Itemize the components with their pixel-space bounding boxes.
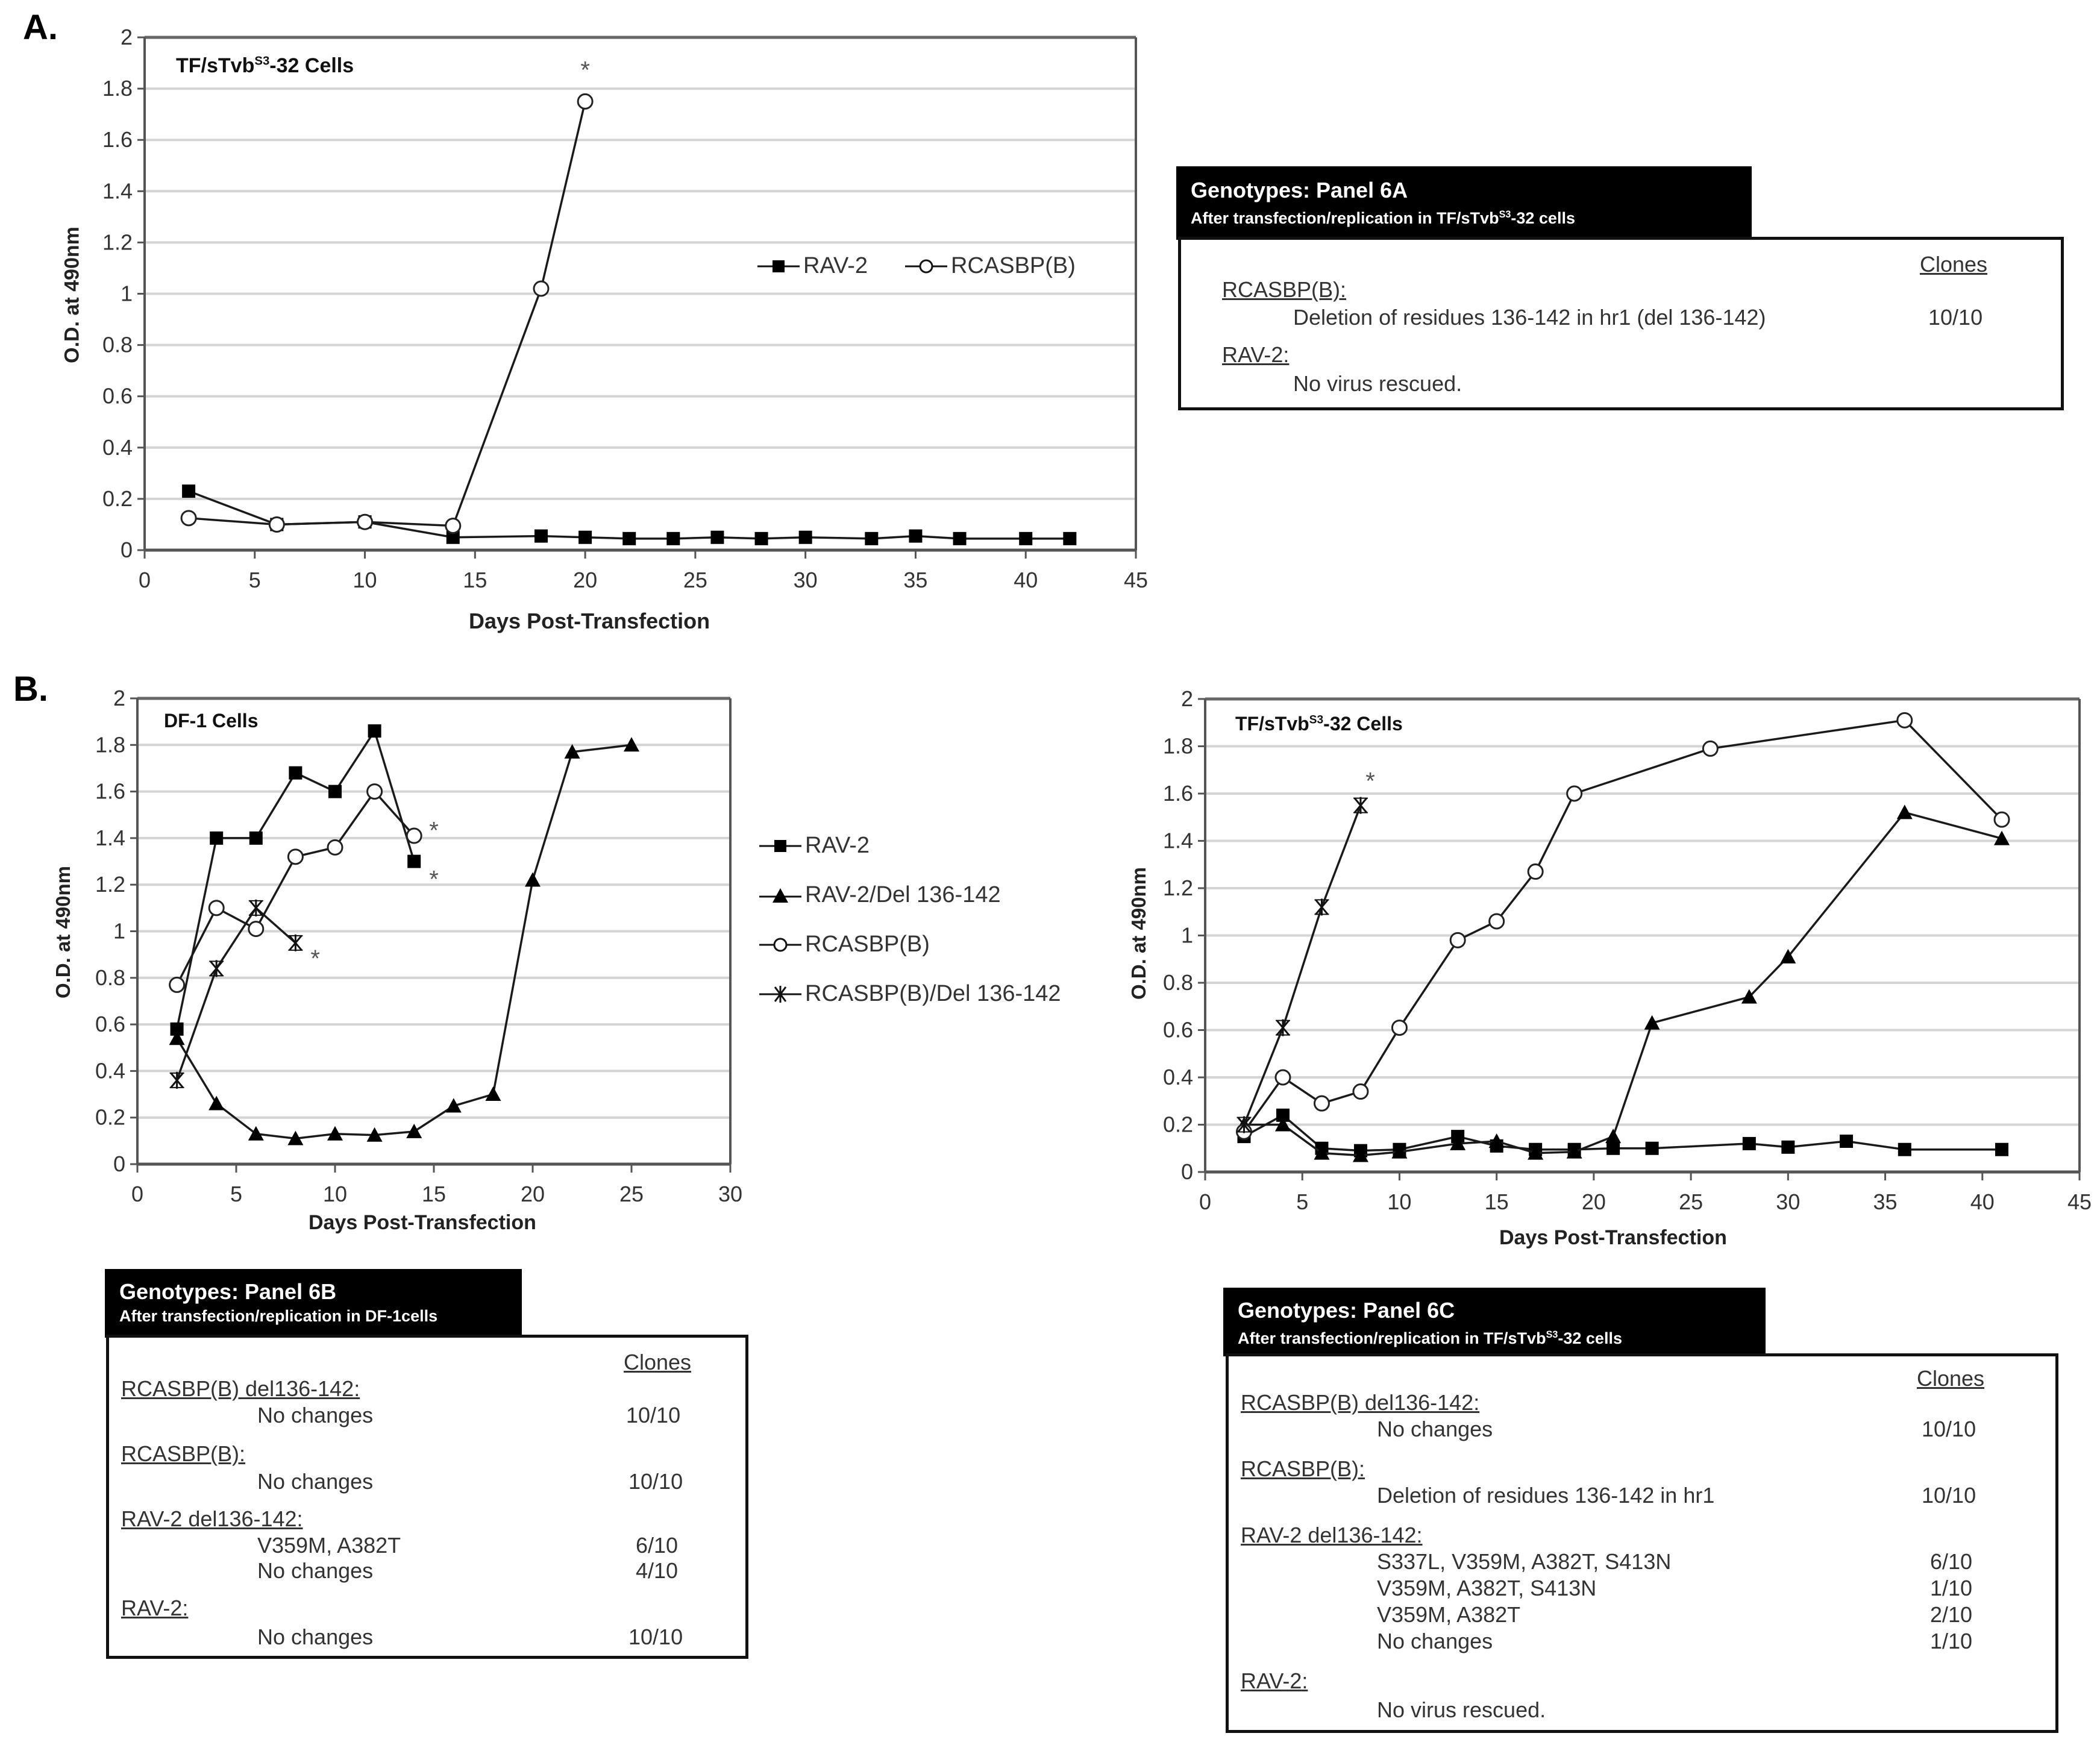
legend-item-rcasbp: RCASBP(B)	[904, 253, 1076, 279]
clones-header: Clones	[1917, 1366, 1985, 1391]
filled-square-marker-icon	[756, 254, 801, 278]
asterisk-marker-icon	[758, 982, 803, 1006]
filled-square-marker-icon	[328, 785, 342, 798]
filled-square-marker-icon	[210, 832, 223, 845]
genotype-change: S337L, V359M, A382T, S413N	[1377, 1549, 1672, 1574]
open-circle-marker-icon	[1995, 812, 2009, 827]
open-circle-marker-icon	[269, 517, 284, 531]
y-tick-label: 0	[1180, 1159, 1193, 1184]
x-tick-label: 20	[1581, 1189, 1606, 1214]
filled-square-marker-icon	[1019, 532, 1032, 545]
significance-asterisk: *	[429, 817, 439, 844]
clones-header: Clones	[624, 1350, 692, 1374]
group-label: RCASBP(B):	[121, 1441, 246, 1466]
x-tick-label: 25	[619, 1182, 644, 1206]
clone-count: 10/10	[626, 1403, 681, 1427]
x-tick-label: 45	[2067, 1189, 2092, 1214]
open-circle-marker-icon	[1567, 786, 1582, 801]
y-tick-label: 1	[113, 918, 125, 944]
clone-count: 10/10	[1922, 1417, 1976, 1441]
genotype-6c-title: Genotypes: Panel 6C	[1238, 1298, 1455, 1323]
open-circle-marker-icon	[1450, 933, 1465, 947]
group-label: RCASBP(B):	[1241, 1456, 1365, 1481]
series-rcasbp-b-	[1236, 713, 2009, 1139]
filled-square-marker-icon	[799, 531, 812, 544]
filled-square-marker-icon	[1063, 532, 1076, 545]
y-tick-label: 0.4	[95, 1058, 125, 1083]
chart-df1-cell-label: DF-1 Cells	[164, 710, 259, 732]
x-tick-label: 15	[1484, 1189, 1509, 1214]
genotype-change: No changes	[1377, 1417, 1493, 1441]
y-tick-label: 1.8	[1162, 733, 1193, 759]
significance-asterisk: *	[580, 57, 590, 84]
genotype-change: No changes	[257, 1469, 374, 1494]
filled-triangle-marker-icon	[208, 1096, 224, 1111]
group-label: RAV-2:	[1241, 1668, 1308, 1693]
open-circle-marker-icon	[209, 901, 224, 915]
y-tick-label: 1.2	[95, 872, 125, 897]
x-tick-label: 10	[1387, 1189, 1412, 1214]
filled-square-marker-icon	[710, 531, 724, 544]
clones-header: Clones	[1920, 252, 1988, 277]
chart-tf-ylabel: O.D. at 490nm	[1127, 866, 1150, 1000]
x-tick-label: 40	[1014, 568, 1038, 592]
asterisk-marker-icon	[1314, 898, 1329, 915]
genotype-change: V359M, A382T	[257, 1533, 401, 1558]
x-tick-label: 45	[1123, 568, 1149, 592]
filled-square-marker-icon	[758, 834, 803, 858]
legend-item-rav2-del: RAV-2/Del 136-142	[758, 882, 1001, 908]
filled-square-marker-icon	[953, 532, 967, 545]
open-circle-marker-icon	[1528, 865, 1543, 879]
genotype-change: No changes	[257, 1558, 374, 1583]
clone-count: 10/10	[628, 1625, 683, 1649]
legend-item-rcasbp: RCASBP(B)	[758, 932, 930, 957]
legend-item-rav2: RAV-2	[758, 833, 870, 859]
y-tick-label: 1.6	[1162, 781, 1193, 806]
genotype-change: No changes	[1377, 1629, 1493, 1653]
asterisk-marker-icon	[209, 960, 224, 977]
y-tick-label: 0.4	[102, 434, 133, 460]
x-tick-label: 0	[138, 568, 151, 592]
y-tick-label: 1.4	[1162, 828, 1193, 853]
x-tick-label: 20	[573, 568, 598, 592]
x-tick-label: 15	[421, 1182, 447, 1206]
genotype-change: No virus rescued.	[1293, 371, 1462, 396]
genotype-6c-table	[1226, 1353, 2058, 1733]
series-rav-2	[171, 724, 421, 1036]
x-tick-label: 30	[718, 1182, 743, 1206]
significance-asterisk: *	[310, 945, 320, 972]
chart-a-xlabel: Days Post-Transfection	[469, 609, 710, 633]
y-tick-label: 0.2	[95, 1104, 125, 1130]
chart-plot-2	[1163, 686, 2092, 1214]
x-tick-label: 35	[1873, 1189, 1898, 1214]
clone-count: 6/10	[636, 1533, 679, 1558]
group-label: RCASBP(B) del136-142:	[1241, 1390, 1480, 1415]
open-circle-marker-icon	[1898, 713, 1912, 727]
filled-square-marker-icon	[249, 832, 263, 845]
genotype-6a-header	[1176, 166, 1752, 240]
y-tick-label: 1.6	[95, 779, 125, 804]
open-circle-marker-icon	[758, 933, 803, 957]
clone-count: 10/10	[1928, 305, 1983, 330]
chart-df1-ylabel: O.D. at 490nm	[52, 865, 74, 999]
open-circle-marker-icon	[358, 515, 372, 529]
filled-square-marker-icon	[182, 484, 195, 498]
x-tick-label: 25	[683, 568, 707, 592]
filled-triangle-marker-icon	[1897, 804, 1913, 819]
clone-count: 10/10	[1922, 1483, 1976, 1508]
x-tick-label: 15	[463, 568, 487, 592]
y-tick-label: 0.4	[1162, 1065, 1193, 1089]
filled-triangle-marker-icon	[406, 1124, 422, 1138]
group-label: RAV-2:	[121, 1596, 189, 1620]
filled-square-marker-icon	[368, 724, 381, 738]
filled-square-marker-icon	[666, 532, 680, 545]
filled-square-marker-icon	[1898, 1143, 1911, 1156]
series-rcasbp-b-	[181, 94, 592, 533]
y-tick-label: 1	[120, 281, 133, 306]
open-circle-marker-icon	[904, 254, 948, 278]
x-tick-label: 5	[230, 1182, 243, 1206]
x-tick-label: 30	[793, 568, 818, 592]
genotype-6a-subtitle: After transfection/replication in TF/sTvb$^{S3}$-32 cells	[1191, 209, 1575, 227]
y-tick-label: 0.2	[102, 486, 133, 511]
open-circle-marker-icon	[288, 850, 302, 864]
filled-square-marker-icon	[909, 530, 922, 543]
y-tick-label: 2	[120, 25, 133, 49]
significance-asterisk: *	[429, 866, 439, 893]
asterisk-marker-icon	[1276, 1020, 1290, 1036]
open-circle-marker-icon	[368, 785, 382, 799]
genotype-6b-title: Genotypes: Panel 6B	[119, 1279, 337, 1304]
filled-triangle-marker-icon	[1605, 1129, 1621, 1143]
asterisk-marker-icon	[288, 935, 302, 951]
filled-square-marker-icon	[289, 766, 302, 780]
genotype-6a-title: Genotypes: Panel 6A	[1191, 178, 1408, 202]
filled-triangle-marker-icon	[525, 872, 541, 886]
filled-square-marker-icon	[755, 532, 768, 545]
genotype-change: No changes	[257, 1625, 374, 1649]
group-label: RCASBP(B) del136-142:	[121, 1376, 360, 1401]
genotype-change: Deletion of residues 136-142 in hr1 (del 136-142)	[1293, 305, 1766, 330]
x-tick-label: 40	[1970, 1189, 1995, 1214]
y-tick-label: 0.8	[1162, 970, 1193, 995]
open-circle-marker-icon	[328, 840, 342, 854]
open-circle-marker-icon	[578, 94, 592, 108]
filled-square-marker-icon	[1995, 1143, 2008, 1156]
open-circle-marker-icon	[1353, 1085, 1368, 1099]
genotype-change: No changes	[257, 1403, 374, 1427]
clone-count: 4/10	[636, 1558, 679, 1583]
open-circle-marker-icon	[1703, 741, 1717, 756]
y-tick-label: 0.6	[102, 383, 133, 409]
filled-square-marker-icon	[1840, 1135, 1853, 1148]
chart-tf-xlabel: Days Post-Transfection	[1499, 1226, 1727, 1249]
y-tick-label: 1.8	[102, 76, 133, 101]
genotype-change: V359M, A382T	[1377, 1602, 1521, 1627]
y-tick-label: 2	[1180, 686, 1193, 711]
genotype-change: Deletion of residues 136-142 in hr1	[1377, 1483, 1715, 1508]
panel-letter-b: B.	[13, 669, 48, 709]
x-tick-label: 20	[520, 1182, 545, 1206]
x-tick-label: 30	[1776, 1189, 1801, 1214]
clone-count: 10/10	[628, 1469, 683, 1494]
legend-item-rcasbp-del: RCASBP(B)/Del 136-142	[758, 981, 1061, 1007]
open-circle-marker-icon	[446, 519, 460, 533]
group-label: RCASBP(B):	[1222, 277, 1347, 302]
x-tick-label: 0	[1199, 1189, 1212, 1214]
y-tick-label: 0.2	[1162, 1112, 1193, 1137]
open-circle-marker-icon	[249, 922, 263, 936]
open-circle-marker-icon	[170, 977, 184, 992]
filled-triangle-marker-icon	[248, 1126, 264, 1141]
x-tick-label: 5	[248, 568, 261, 592]
chart-tf-cell-label: TF/sTvb$^{S3}$-32 Cells	[1235, 713, 1403, 735]
y-tick-label: 0.6	[95, 1012, 125, 1037]
filled-square-marker-icon	[1743, 1137, 1756, 1150]
legend-item-rav2: RAV-2	[756, 253, 868, 279]
series-rcasbp-b-	[170, 785, 422, 992]
filled-square-marker-icon	[534, 530, 548, 543]
genotype-6c-subtitle: After transfection/replication in TF/sTvb$^{S3}$-32 cells	[1238, 1329, 1622, 1347]
chart-a-cell-label: TF/sTvb$^{S3}$-32 Cells	[176, 54, 354, 77]
chart-plot-0	[102, 25, 1148, 592]
clone-count: 2/10	[1930, 1602, 1973, 1627]
filled-square-marker-icon	[1646, 1142, 1659, 1155]
asterisk-marker-icon	[170, 1072, 184, 1089]
open-circle-marker-icon	[1490, 914, 1504, 929]
y-tick-label: 1.2	[102, 230, 133, 255]
x-tick-label: 0	[131, 1182, 144, 1206]
filled-square-marker-icon	[1606, 1142, 1620, 1155]
asterisk-marker-icon	[1353, 797, 1368, 814]
y-tick-label: 0	[113, 1151, 125, 1176]
y-tick-label: 1.4	[102, 178, 133, 204]
open-circle-marker-icon	[181, 511, 196, 525]
x-tick-label: 10	[322, 1182, 348, 1206]
y-tick-label: 2	[113, 686, 125, 710]
group-label: RAV-2 del136-142:	[121, 1506, 303, 1531]
filled-square-marker-icon	[1781, 1141, 1794, 1154]
y-tick-label: 0	[120, 537, 133, 562]
asterisk-marker-icon	[249, 900, 263, 916]
x-tick-label: 35	[903, 568, 928, 592]
significance-asterisk: *	[1365, 768, 1375, 795]
y-tick-label: 1.8	[95, 732, 125, 757]
y-tick-label: 0.8	[95, 965, 125, 990]
open-circle-marker-icon	[407, 829, 421, 843]
panel-letter-a: A.	[23, 8, 58, 47]
genotype-change: V359M, A382T, S413N	[1377, 1576, 1597, 1600]
series-rav-2	[182, 484, 1076, 545]
y-tick-label: 0.8	[102, 332, 133, 357]
clone-count: 1/10	[1930, 1629, 1973, 1653]
genotype-6a-table	[1178, 237, 2064, 410]
x-tick-label: 5	[1296, 1189, 1309, 1214]
filled-square-marker-icon	[578, 531, 592, 544]
group-label: RAV-2 del136-142:	[1241, 1523, 1423, 1547]
y-tick-label: 1.6	[102, 127, 133, 152]
x-tick-label: 10	[353, 568, 377, 592]
series-rcasbp-b-del-136-142	[1236, 797, 1367, 1133]
chart-a-ylabel: O.D. at 490nm	[60, 227, 84, 363]
filled-triangle-marker-icon	[485, 1086, 501, 1101]
chart-df1-xlabel: Days Post-Transfection	[309, 1211, 536, 1234]
genotype-6c-header	[1223, 1288, 1766, 1356]
clone-count: 6/10	[1930, 1549, 1973, 1574]
filled-square-marker-icon	[407, 855, 421, 868]
open-circle-marker-icon	[1392, 1021, 1406, 1035]
open-circle-marker-icon	[534, 281, 548, 296]
x-tick-label: 25	[1679, 1189, 1704, 1214]
series-rav-2-del-136-142	[169, 737, 639, 1145]
series-rav-2	[1237, 1109, 2008, 1158]
genotype-6b-table	[106, 1335, 748, 1659]
group-label: RAV-2:	[1222, 342, 1290, 367]
genotype-6b-header	[105, 1269, 522, 1338]
y-tick-label: 1.4	[95, 825, 125, 850]
y-tick-label: 0.6	[1162, 1017, 1193, 1042]
y-tick-label: 1	[1180, 923, 1193, 948]
genotype-6b-subtitle: After transfection/replication in DF-1cells	[119, 1307, 438, 1325]
genotype-change: No virus rescued.	[1377, 1697, 1546, 1722]
y-tick-label: 1.2	[1162, 876, 1193, 900]
clone-count: 1/10	[1930, 1576, 1973, 1600]
filled-square-marker-icon	[622, 532, 636, 545]
filled-triangle-marker-icon	[758, 883, 803, 907]
open-circle-marker-icon	[1276, 1070, 1290, 1085]
open-circle-marker-icon	[1314, 1096, 1329, 1111]
filled-square-marker-icon	[865, 532, 878, 545]
chart-plot-1	[95, 686, 742, 1206]
